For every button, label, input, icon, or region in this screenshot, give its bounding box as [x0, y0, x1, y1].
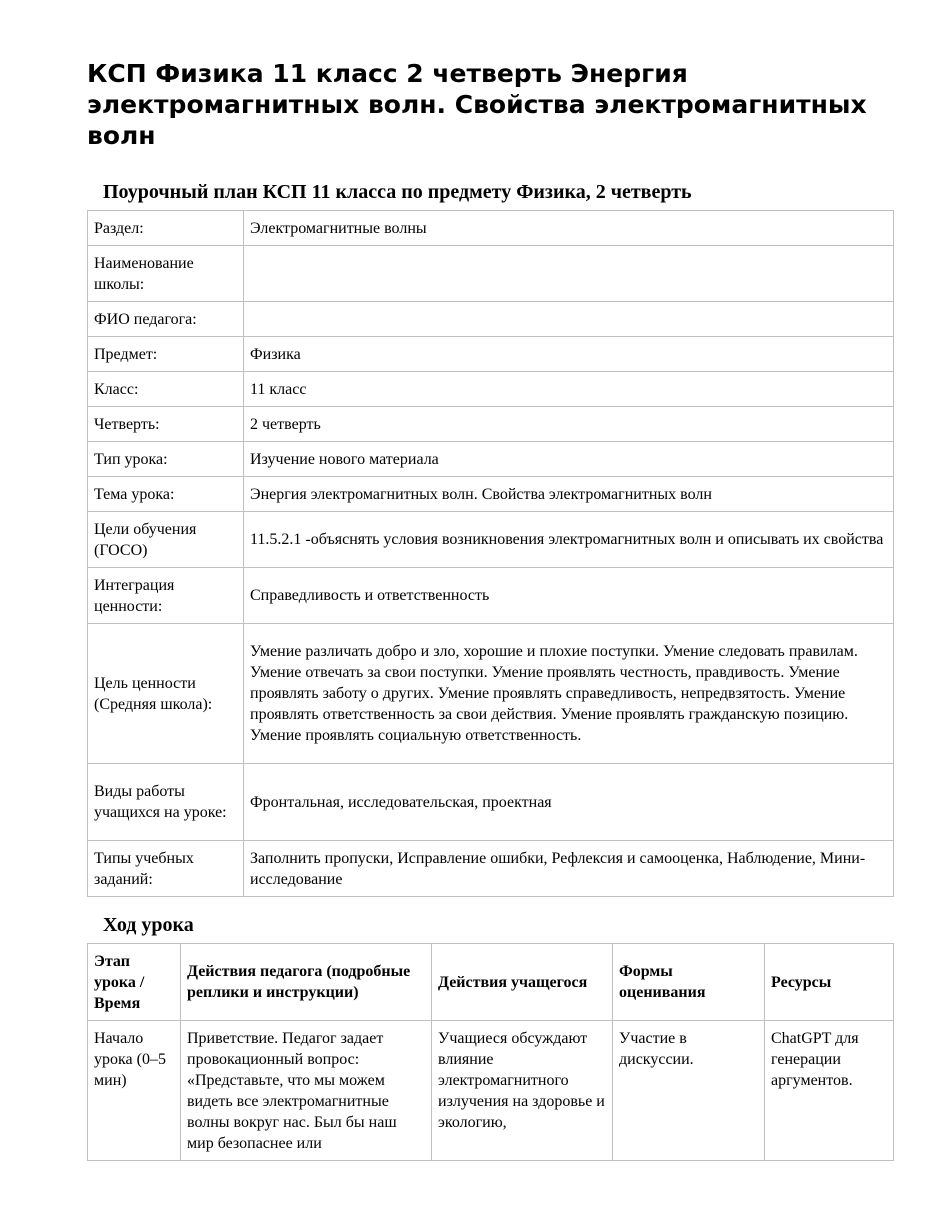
student-actions-cell: Учащиеся обсуждают влияние электромагнитного излучения на здоровье и экологию,: [432, 1021, 613, 1161]
table-row: [88, 337, 894, 372]
lesson-heading: Ход урока: [103, 914, 194, 936]
table-row: [88, 372, 894, 407]
row-label: ФИО педагога:: [88, 302, 244, 337]
row-value: [244, 246, 894, 302]
row-value: Справедливость и ответственность: [244, 568, 894, 624]
plan-heading: Поурочный план КСП 11 класса по предмету Физика, 2 четверть: [103, 181, 692, 203]
assessment-cell: Участие в дискуссии.: [613, 1021, 765, 1161]
table-row: [88, 477, 894, 512]
row-label: Цель ценности (Средняя школа):: [88, 624, 244, 764]
document-title: КСП Физика 11 класс 2 четверть Энергия электромагнитных волн. Свойства электромагнитных волн: [87, 59, 867, 150]
row-value: Изучение нового материала: [244, 442, 894, 477]
row-label: Тема урока:: [88, 477, 244, 512]
row-value: 2 четверть: [244, 407, 894, 442]
column-header: Формы оценивания: [613, 944, 765, 1021]
table-row: [88, 442, 894, 477]
lesson-info-table: [87, 210, 894, 897]
table-header-row: [88, 944, 894, 1021]
lesson-flow-table: [87, 943, 894, 1161]
column-header: Действия учащегося: [432, 944, 613, 1021]
row-label: Типы учебных заданий:: [88, 841, 244, 897]
table-row: [88, 211, 894, 246]
table-row: [88, 764, 894, 841]
row-value: 11 класс: [244, 372, 894, 407]
row-value: 11.5.2.1 -объяснять условия возникновения электромагнитных волн и описывать их свойства: [244, 512, 894, 568]
table-row: [88, 407, 894, 442]
row-label: Виды работы учащихся на уроке:: [88, 764, 244, 841]
row-value: Фронтальная, исследовательская, проектная: [244, 764, 894, 841]
row-label: Раздел:: [88, 211, 244, 246]
table-row: [88, 512, 894, 568]
stage-cell: Начало урока (0–5 мин): [88, 1021, 181, 1161]
table-row: [88, 841, 894, 897]
table-row: [88, 568, 894, 624]
row-value: Физика: [244, 337, 894, 372]
table-row: [88, 302, 894, 337]
column-header: Действия педагога (подробные реплики и инструкции): [181, 944, 432, 1021]
table-row: [88, 1021, 894, 1161]
row-label: Цели обучения (ГОСО): [88, 512, 244, 568]
row-label: Предмет:: [88, 337, 244, 372]
teacher-actions-cell: Приветствие. Педагог задает провокационный вопрос: «Представьте, что мы можем видеть все электромагнитные волны вокруг нас. Был бы наш мир безопаснее или: [181, 1021, 432, 1161]
table-row: [88, 624, 894, 764]
row-label: Класс:: [88, 372, 244, 407]
row-label: Наименование школы:: [88, 246, 244, 302]
row-value: Электромагнитные волны: [244, 211, 894, 246]
row-label: Тип урока:: [88, 442, 244, 477]
row-label: Интеграция ценности:: [88, 568, 244, 624]
row-value: Умение различать добро и зло, хорошие и плохие поступки. Умение следовать правилам. Умение отвечать за свои поступки. Умение проявлять честность, правдивость. Умение проявлять заботу о других. Умение проявлять справедливость, непредвзятость. Умение проявлять ответственность за свои действия. Умение проявлять гражданскую позицию. Умение проявлять социальную ответственность.: [244, 624, 894, 764]
row-value: Энергия электромагнитных волн. Свойства электромагнитных волн: [244, 477, 894, 512]
column-header: Этап урока / Время: [88, 944, 181, 1021]
resources-cell: ChatGPT для генерации аргументов.: [765, 1021, 894, 1161]
row-label: Четверть:: [88, 407, 244, 442]
row-value: [244, 302, 894, 337]
row-value: Заполнить пропуски, Исправление ошибки, Рефлексия и самооценка, Наблюдение, Мини-исследование: [244, 841, 894, 897]
table-row: [88, 246, 894, 302]
column-header: Ресурсы: [765, 944, 894, 1021]
